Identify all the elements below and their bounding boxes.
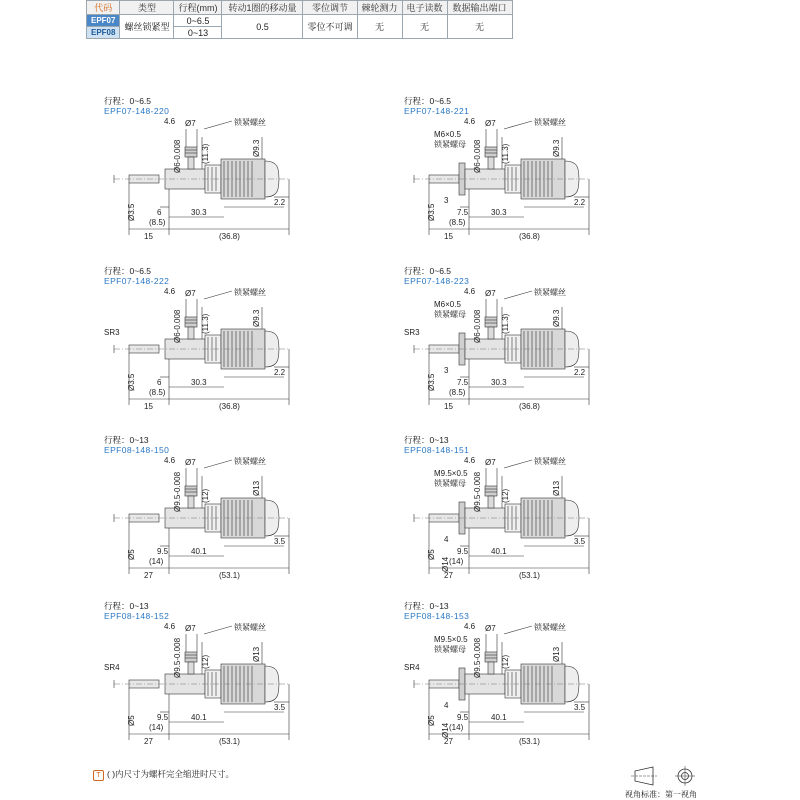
footnote-text: ( )内尺寸为螺杆完全缩进时尺寸。 [107,769,235,779]
dim-label: Ø7 [485,119,496,128]
dim-label: 4 [444,701,449,710]
thread-label: M9.5×0.5 [434,635,468,644]
table-header-row [87,1,513,15]
nut-label: 锁紧螺母 [434,645,466,654]
code-cell: EPF08 [87,27,120,39]
dim-label: Ø14 [441,556,450,572]
col-header: 零位调节 [303,1,357,15]
dim-label: (36.8) [219,232,240,241]
dim-label: (8.5) [449,218,466,227]
lock-screw-label: 锁紧螺丝 [234,623,266,632]
dim-label: (12) [201,488,210,503]
dim-label: Ø5 [427,549,436,560]
dim-label: Ø13 [252,646,261,662]
dim-label: 30.3 [491,208,507,217]
col-header: 类型 [120,1,174,15]
dim-label: 4.6 [164,622,176,631]
lock-screw-label: 锁紧螺丝 [534,118,566,127]
lock-screw [185,317,197,327]
dim-label: 4.6 [464,456,476,465]
dim-label: Ø9.5-0.008 [473,471,482,512]
drawing-cell [404,265,704,415]
col-header: 棘轮测力 [357,1,402,15]
dim-label: (8.5) [149,388,166,397]
dim-label: Ø9.3 [252,309,261,327]
stroke-label: 行程：0~6.5 [104,96,152,106]
dim-label: 4.6 [164,287,176,296]
stroke-cell: 0~13 [174,27,222,39]
lock-screw [485,486,497,496]
output-cell: 无 [447,15,512,39]
col-header: 代码 [87,1,120,15]
move-cell: 0.5 [222,15,303,39]
part-number: EPF07-148-222 [104,276,170,286]
micrometer-drawing [104,287,404,417]
dim-label: Ø9.3 [252,139,261,157]
part-number: EPF07-148-221 [404,106,470,116]
part-number: EPF08-148-153 [404,611,470,621]
lock-screw-label: 锁紧螺丝 [534,457,566,466]
dim-label: 4.6 [164,456,176,465]
lock-screw [185,147,197,157]
sr-label: SR3 [404,328,420,337]
dim-label: Ø9.3 [552,139,561,157]
dim-label: Ø3.5 [127,203,136,221]
micrometer-drawing [104,117,404,247]
dim-label: 15 [144,402,153,411]
dim-label: Ø14 [441,722,450,738]
stroke-label: 行程：0~6.5 [104,266,152,276]
dim-label: 40.1 [491,547,507,556]
dim-label: 4.6 [164,117,176,126]
nut-label: 锁紧螺母 [434,479,466,488]
projection-label: 视角标准：第一视角 [625,790,697,799]
drawing-cell [104,434,404,584]
dim-label: (53.1) [219,737,240,746]
dim-label: 6 [157,208,162,217]
dim-label: (12) [201,654,210,669]
stroke-label: 行程：0~13 [404,435,449,445]
dim-label: Ø3.5 [127,373,136,391]
dim-label: Ø7 [185,289,196,298]
lock-screw [485,317,497,327]
sr-label: SR3 [104,328,120,337]
dim-label: (11.3) [201,143,210,164]
dim-label: 27 [444,571,453,580]
stroke-cell: 0~6.5 [174,15,222,27]
drawing-cell [404,95,704,245]
micrometer-drawing [404,622,704,752]
dim-label: (12) [501,488,510,503]
dim-label: 3 [444,366,449,375]
part-number: EPF08-148-152 [104,611,170,621]
dim-label: (36.8) [519,232,540,241]
dim-label: Ø5 [427,715,436,726]
nut-label: 锁紧螺母 [434,140,466,149]
dim-label: 15 [444,402,453,411]
code-cell: EPF07 [87,15,120,27]
dim-label: 27 [444,737,453,746]
dim-label: 6 [157,378,162,387]
dim-label: Ø7 [185,119,196,128]
dim-label: Ø6-0.008 [173,309,182,343]
lock-screw [185,652,197,662]
dim-label: 2.2 [574,198,586,207]
thread-label: M6×0.5 [434,300,461,309]
col-header: 行程(mm) [174,1,222,15]
first-angle-projection-icon [625,765,705,787]
dim-label: 4 [444,535,449,544]
lock-screw-label: 锁紧螺丝 [234,457,266,466]
dim-label: 2.2 [274,198,286,207]
dim-label: Ø7 [485,624,496,633]
lock-screw [485,147,497,157]
dim-label: 2.2 [574,368,586,377]
dim-label: 7.5 [457,378,469,387]
dim-label: (14) [449,557,464,566]
footnote [93,768,234,781]
micrometer-drawing [104,622,404,752]
dim-label: 3 [444,196,449,205]
micrometer-drawing [404,456,704,586]
dim-label: 40.1 [491,713,507,722]
dim-label: 3.5 [574,537,586,546]
nut-label: 锁紧螺母 [434,310,466,319]
lock-screw-label: 锁紧螺丝 [234,118,266,127]
micrometer-drawing [404,287,704,417]
part-number: EPF07-148-220 [104,106,170,116]
dim-label: Ø9.5-0.008 [173,637,182,678]
drawing-cell [404,434,704,584]
drawing-cell [104,265,404,415]
col-header: 转动1圈的移动量 [222,1,303,15]
dim-label: Ø13 [252,480,261,496]
dim-label: 40.1 [191,547,207,556]
stroke-label: 行程：0~6.5 [404,96,452,106]
dim-label: (36.8) [519,402,540,411]
dim-label: 3.5 [574,703,586,712]
dim-label: Ø13 [552,646,561,662]
dim-label: 9.5 [457,713,469,722]
dim-label: Ø9.3 [552,309,561,327]
dim-label: (11.3) [201,313,210,334]
lock-screw [485,652,497,662]
dim-label: Ø9.5-0.008 [173,471,182,512]
col-header: 数据输出端口 [447,1,512,15]
dim-label: 40.1 [191,713,207,722]
drawing-cell [104,95,404,245]
micrometer-drawing [104,456,404,586]
dim-label: 9.5 [457,547,469,556]
sr-label: SR4 [104,663,120,672]
dim-label: 15 [144,232,153,241]
dim-label: Ø3.5 [427,203,436,221]
drawing-cell [104,600,404,750]
dim-label: (14) [449,723,464,732]
dim-label: (8.5) [449,388,466,397]
dim-label: 4.6 [464,287,476,296]
dim-label: Ø6-0.008 [473,309,482,343]
part-number: EPF07-148-223 [404,276,470,286]
micrometer-drawing [404,117,704,247]
stroke-label: 行程：0~13 [104,435,149,445]
dim-label: 3.5 [274,537,286,546]
dim-label: (14) [149,557,164,566]
dim-label: (11.3) [501,313,510,334]
dim-label: 30.3 [191,378,207,387]
thread-label: M9.5×0.5 [434,469,468,478]
dim-label: Ø7 [185,458,196,467]
dim-label: (14) [149,723,164,732]
stroke-label: 行程：0~13 [404,601,449,611]
dim-label: 7.5 [457,208,469,217]
dim-label: Ø6-0.008 [473,139,482,173]
dim-label: (53.1) [219,571,240,580]
lock-screw-label: 锁紧螺丝 [534,288,566,297]
part-number: EPF08-148-150 [104,445,170,455]
dim-label: (53.1) [519,737,540,746]
dim-label: 15 [444,232,453,241]
sr-label: SR4 [404,663,420,672]
dim-label: 3.5 [274,703,286,712]
part-number: EPF08-148-151 [404,445,470,455]
dim-label: 30.3 [491,378,507,387]
dim-label: 30.3 [191,208,207,217]
ratchet-cell: 无 [357,15,402,39]
projection-symbol [625,765,705,800]
dim-label: (36.8) [219,402,240,411]
lock-screw-label: 锁紧螺丝 [534,623,566,632]
dim-label: 2.2 [274,368,286,377]
dim-label: 9.5 [157,547,169,556]
drawing-cell [404,600,704,750]
dim-label: 27 [144,737,153,746]
dim-label: (8.5) [149,218,166,227]
dim-label: Ø6-0.008 [173,139,182,173]
dim-label: 4.6 [464,622,476,631]
dim-label: Ø9.5-0.008 [473,637,482,678]
thread-label: M6×0.5 [434,130,461,139]
dim-label: Ø13 [552,480,561,496]
lock-screw [185,486,197,496]
stroke-label: 行程：0~6.5 [404,266,452,276]
type-cell: 螺丝锁紧型 [120,15,174,39]
dim-label: 9.5 [157,713,169,722]
lock-screw-label: 锁紧螺丝 [234,288,266,297]
dim-label: 27 [144,571,153,580]
dim-label: Ø7 [485,458,496,467]
dim-label: (11.3) [501,143,510,164]
digital-cell: 无 [402,15,447,39]
dim-label: Ø7 [185,624,196,633]
stroke-label: 行程：0~13 [104,601,149,611]
spec-table [86,0,513,39]
dim-label: 4.6 [464,117,476,126]
dim-label: (12) [501,654,510,669]
col-header: 电子读数 [402,1,447,15]
dim-label: Ø3.5 [427,373,436,391]
dim-label: Ø5 [127,549,136,560]
footnote-mark-icon: T [93,770,104,781]
zero-cell: 零位不可调 [303,15,357,39]
dim-label: (53.1) [519,571,540,580]
dim-label: Ø7 [485,289,496,298]
dim-label: Ø5 [127,715,136,726]
table-row [87,15,513,27]
